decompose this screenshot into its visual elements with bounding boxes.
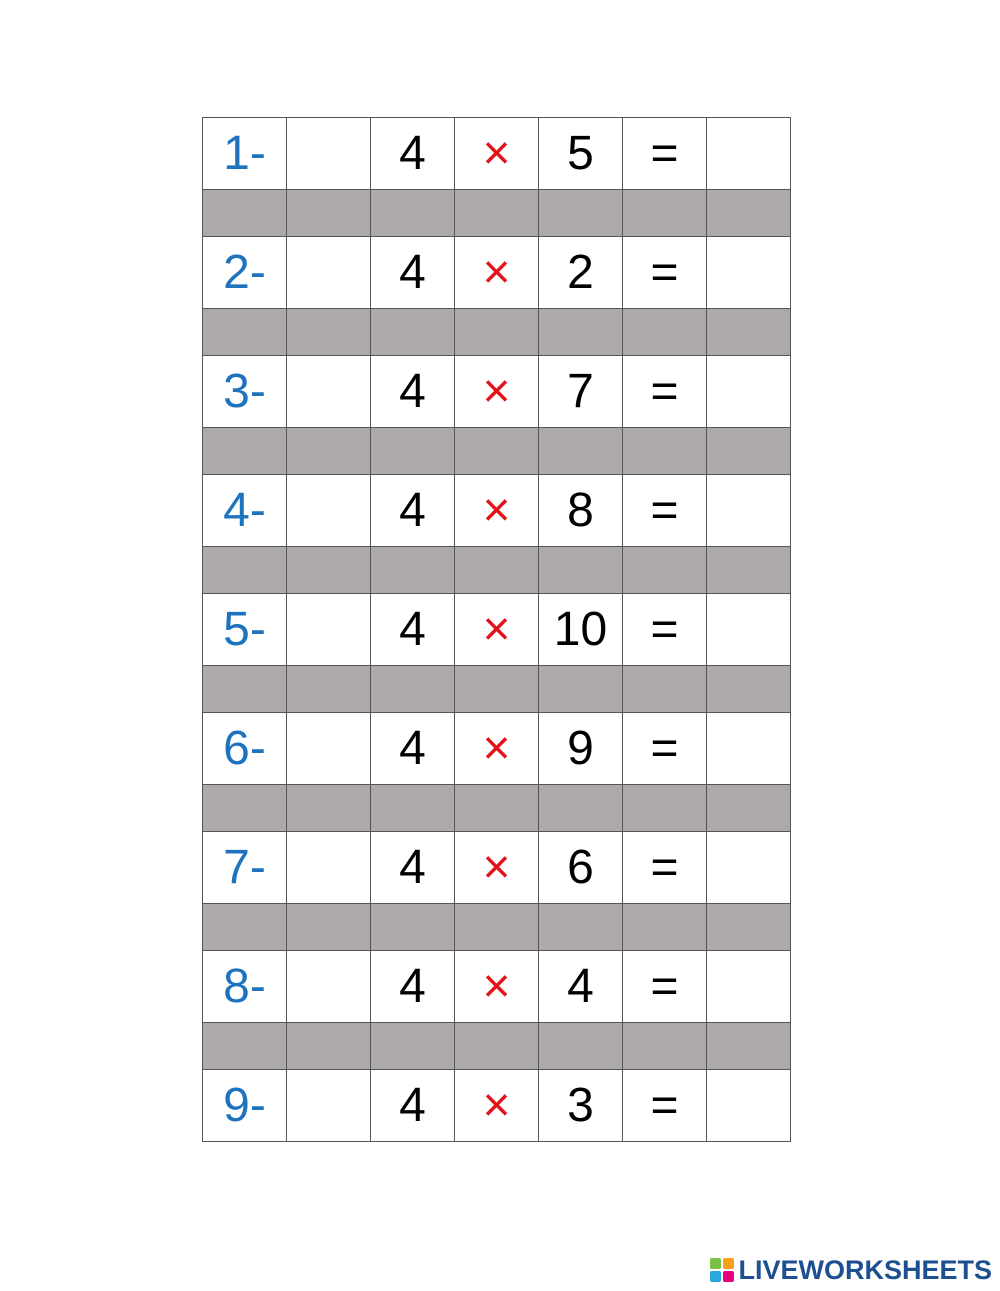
problem-number: 9- [223, 1078, 266, 1132]
separator-cell [203, 785, 287, 832]
answer-box-cell[interactable] [707, 832, 791, 904]
problem-number-cell [203, 475, 287, 547]
times-sign-cell [455, 951, 539, 1023]
times-sign-cell [455, 237, 539, 309]
separator-cell [287, 309, 371, 356]
equals-sign-cell [623, 118, 707, 190]
separator-cell [623, 190, 707, 237]
separator-cell [539, 309, 623, 356]
problem-number: 8- [223, 959, 266, 1013]
separator-cell [287, 547, 371, 594]
answer-box-cell[interactable] [707, 118, 791, 190]
answer-box-left-input[interactable] [287, 594, 370, 665]
separator-cell [203, 904, 287, 951]
factor-a: 4 [399, 364, 426, 418]
factor-b-cell [539, 713, 623, 785]
times-sign: × [482, 245, 511, 299]
times-sign: × [482, 126, 511, 180]
separator-cell [539, 666, 623, 713]
separator-cell [623, 785, 707, 832]
separator-cell [539, 1023, 623, 1070]
separator-cell [287, 428, 371, 475]
answer-box-left-cell[interactable] [287, 713, 371, 785]
separator-cell [707, 1023, 791, 1070]
problem-number-cell [203, 1070, 287, 1142]
problem-row [203, 713, 791, 785]
problem-row [203, 832, 791, 904]
equals-sign-cell [623, 951, 707, 1023]
answer-box-left-cell[interactable] [287, 832, 371, 904]
answer-box-input[interactable] [707, 1070, 790, 1141]
separator-cell [455, 190, 539, 237]
problem-row [203, 118, 791, 190]
separator-cell [371, 666, 455, 713]
answer-box-cell[interactable] [707, 356, 791, 428]
times-sign: × [482, 364, 511, 418]
answer-box-left-cell[interactable] [287, 356, 371, 428]
problem-number: 3- [223, 364, 266, 418]
answer-box-left-cell[interactable] [287, 951, 371, 1023]
answer-box-left-input[interactable] [287, 1070, 370, 1141]
equals-sign: = [650, 245, 679, 299]
separator-cell [707, 666, 791, 713]
factor-a: 4 [399, 840, 426, 894]
times-sign-cell [455, 356, 539, 428]
separator-cell [371, 785, 455, 832]
separator-cell [287, 785, 371, 832]
logo-block-pink [723, 1271, 734, 1282]
separator-cell [539, 547, 623, 594]
factor-b-cell [539, 118, 623, 190]
factor-a-cell [371, 356, 455, 428]
equals-sign: = [650, 126, 679, 180]
separator-cell [455, 309, 539, 356]
separator-cell [623, 309, 707, 356]
problem-number: 2- [223, 245, 266, 299]
separator-cell [707, 785, 791, 832]
factor-a-cell [371, 237, 455, 309]
answer-box-input[interactable] [707, 832, 790, 903]
equals-sign-cell [623, 713, 707, 785]
separator-cell [707, 309, 791, 356]
problem-row [203, 475, 791, 547]
factor-a: 4 [399, 602, 426, 656]
answer-box-input[interactable] [707, 237, 790, 308]
problem-number-cell [203, 118, 287, 190]
answer-box-left-input[interactable] [287, 118, 370, 189]
factor-b-cell [539, 594, 623, 666]
factor-b: 2 [567, 245, 594, 299]
factor-b-cell [539, 832, 623, 904]
answer-box-left-cell[interactable] [287, 237, 371, 309]
separator-cell [287, 190, 371, 237]
factor-a-cell [371, 1070, 455, 1142]
times-sign-cell [455, 475, 539, 547]
factor-b-cell [539, 1070, 623, 1142]
answer-box-cell[interactable] [707, 713, 791, 785]
factor-b-cell [539, 356, 623, 428]
factor-b-cell [539, 475, 623, 547]
answer-box-left-cell[interactable] [287, 475, 371, 547]
separator-cell [707, 190, 791, 237]
times-sign: × [482, 959, 511, 1013]
problem-row [203, 594, 791, 666]
separator-cell [371, 547, 455, 594]
problem-row [203, 356, 791, 428]
problem-number: 6- [223, 721, 266, 775]
problem-number: 7- [223, 840, 266, 894]
liveworksheets-brand [710, 1254, 992, 1286]
factor-b: 3 [567, 1078, 594, 1132]
separator-cell [371, 428, 455, 475]
separator-cell [371, 309, 455, 356]
problem-row [203, 951, 791, 1023]
equals-sign: = [650, 959, 679, 1013]
problem-row [203, 1070, 791, 1142]
factor-a-cell [371, 832, 455, 904]
factor-a: 4 [399, 483, 426, 537]
separator-cell [203, 428, 287, 475]
times-sign-cell [455, 594, 539, 666]
answer-box-left-input[interactable] [287, 237, 370, 308]
factor-a-cell [371, 118, 455, 190]
factor-a: 4 [399, 126, 426, 180]
separator-cell [455, 904, 539, 951]
separator-row [203, 547, 791, 594]
answer-box-left-input[interactable] [287, 475, 370, 546]
answer-box-input[interactable] [707, 475, 790, 546]
problem-number-cell [203, 713, 287, 785]
separator-cell [623, 547, 707, 594]
times-sign: × [482, 1078, 511, 1132]
separator-cell [203, 666, 287, 713]
multiplication-table [202, 117, 791, 1142]
separator-row [203, 666, 791, 713]
times-sign-cell [455, 713, 539, 785]
equals-sign-cell [623, 594, 707, 666]
answer-box-cell[interactable] [707, 1070, 791, 1142]
separator-cell [623, 904, 707, 951]
answer-box-input[interactable] [707, 356, 790, 427]
answer-box-cell[interactable] [707, 475, 791, 547]
equals-sign-cell [623, 356, 707, 428]
problem-number-cell [203, 356, 287, 428]
answer-box-cell[interactable] [707, 594, 791, 666]
separator-cell [287, 666, 371, 713]
separator-cell [371, 1023, 455, 1070]
answer-box-input[interactable] [707, 713, 790, 784]
answer-box-input[interactable] [707, 118, 790, 189]
factor-a: 4 [399, 1078, 426, 1132]
problem-number: 4- [223, 483, 266, 537]
problem-number-cell [203, 237, 287, 309]
equals-sign-cell [623, 832, 707, 904]
equals-sign-cell [623, 237, 707, 309]
separator-row [203, 428, 791, 475]
factor-b: 5 [567, 126, 594, 180]
separator-row [203, 309, 791, 356]
separator-cell [539, 428, 623, 475]
separator-cell [623, 428, 707, 475]
separator-cell [623, 666, 707, 713]
liveworksheets-logo-icon [710, 1258, 734, 1282]
factor-a: 4 [399, 721, 426, 775]
separator-cell [455, 1023, 539, 1070]
times-sign: × [482, 483, 511, 537]
equals-sign: = [650, 1078, 679, 1132]
answer-box-left-input[interactable] [287, 832, 370, 903]
problem-row [203, 237, 791, 309]
times-sign: × [482, 721, 511, 775]
separator-cell [539, 190, 623, 237]
separator-row [203, 904, 791, 951]
factor-b: 7 [567, 364, 594, 418]
separator-cell [707, 547, 791, 594]
factor-a-cell [371, 713, 455, 785]
separator-cell [707, 904, 791, 951]
answer-box-input[interactable] [707, 951, 790, 1022]
times-sign-cell [455, 118, 539, 190]
equals-sign: = [650, 602, 679, 656]
separator-cell [287, 904, 371, 951]
separator-cell [371, 904, 455, 951]
answer-box-left-cell[interactable] [287, 1070, 371, 1142]
factor-b: 6 [567, 840, 594, 894]
factor-a-cell [371, 475, 455, 547]
answer-box-left-cell[interactable] [287, 118, 371, 190]
separator-cell [203, 547, 287, 594]
separator-row [203, 785, 791, 832]
answer-box-left-cell[interactable] [287, 594, 371, 666]
separator-cell [455, 547, 539, 594]
separator-cell [203, 190, 287, 237]
answer-box-cell[interactable] [707, 237, 791, 309]
separator-cell [539, 785, 623, 832]
factor-b: 4 [567, 959, 594, 1013]
problem-number-cell [203, 951, 287, 1023]
separator-cell [623, 1023, 707, 1070]
times-sign-cell [455, 832, 539, 904]
factor-b-cell [539, 237, 623, 309]
equals-sign: = [650, 483, 679, 537]
times-sign: × [482, 602, 511, 656]
separator-cell [707, 428, 791, 475]
equals-sign: = [650, 364, 679, 418]
separator-cell [371, 190, 455, 237]
separator-cell [539, 904, 623, 951]
separator-row [203, 1023, 791, 1070]
brand-name: LIVEWORKSHEETS [738, 1254, 992, 1285]
problem-number-cell [203, 832, 287, 904]
separator-cell [455, 666, 539, 713]
factor-a-cell [371, 951, 455, 1023]
separator-cell [455, 785, 539, 832]
logo-block-orange [723, 1258, 734, 1269]
answer-box-input[interactable] [707, 594, 790, 665]
answer-box-cell[interactable] [707, 951, 791, 1023]
factor-b: 10 [553, 602, 608, 656]
times-sign: × [482, 840, 511, 894]
equals-sign: = [650, 840, 679, 894]
problem-number: 5- [223, 602, 266, 656]
logo-block-blue [710, 1271, 721, 1282]
equals-sign-cell [623, 475, 707, 547]
logo-block-green [710, 1258, 721, 1269]
factor-a: 4 [399, 245, 426, 299]
times-sign-cell [455, 1070, 539, 1142]
factor-b-cell [539, 951, 623, 1023]
problem-number-cell [203, 594, 287, 666]
answer-box-left-input[interactable] [287, 713, 370, 784]
separator-cell [203, 1023, 287, 1070]
answer-box-left-input[interactable] [287, 356, 370, 427]
separator-cell [287, 1023, 371, 1070]
separator-cell [455, 428, 539, 475]
separator-cell [203, 309, 287, 356]
answer-box-left-input[interactable] [287, 951, 370, 1022]
factor-a-cell [371, 594, 455, 666]
factor-a: 4 [399, 959, 426, 1013]
equals-sign-cell [623, 1070, 707, 1142]
problem-number: 1- [223, 126, 266, 180]
separator-row [203, 190, 791, 237]
equals-sign: = [650, 721, 679, 775]
factor-b: 9 [567, 721, 594, 775]
factor-b: 8 [567, 483, 594, 537]
